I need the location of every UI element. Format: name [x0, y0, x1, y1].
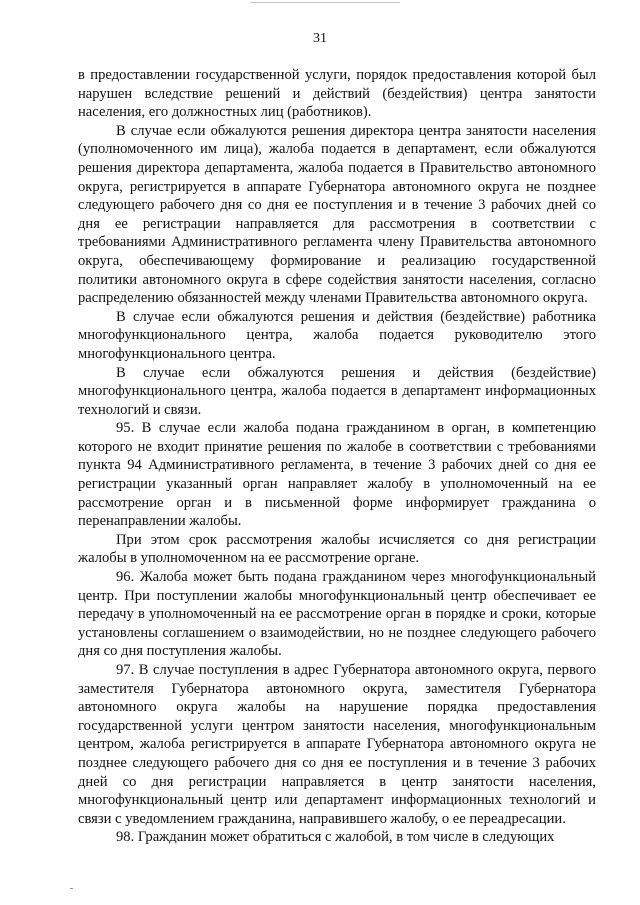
paragraph: При этом срок рассмотрения жалобы исчисляется со дня регистрации жалобы в уполномоченном на ее рассмотрение органе.	[78, 531, 596, 567]
page-number: 31	[313, 31, 327, 46]
scan-mark	[70, 888, 73, 889]
paragraph: В случае если обжалуются решения и действия (бездействие) многофункционального центра, жалоба подается в департамент информационных технологий и связи.	[78, 364, 596, 418]
paragraph: В случае если обжалуются решения и действия (бездействие) работника многофункционального центра, жалоба подается руководителю этого многофункционального центра.	[78, 308, 596, 362]
paragraph-97: 97. В случае поступления в адрес Губернатора автономного округа, первого заместителя Губернатора автономного округа, заместителя Губернатора автономного округа жалобы на нарушение порядка предоставления государственной услуги центром занятости населения, многофункциональным центром, жалоба регистрируется в аппарате Губернатора автономного округа не позднее следующего рабочего дня со дня ее поступления и в течение 3 рабочих дней со дня регистрации направляется в центр занятости населения, многофункциональный центр или департамент информационных технологий и связи с уведомлением гражданина, направившего жалобу, о ее переадресации.	[78, 662, 596, 827]
paragraph-98: 98. Гражданин может обратиться с жалобой, в том числе в следующих	[116, 829, 555, 846]
paragraph: в предоставлении государственной услуги, порядок предоставления которой был нарушен вследствие решений и действий (бездействия) центра занятости населения, его должностных лиц (работников).	[78, 67, 596, 121]
paragraph-95: 95. В случае если жалоба подана гражданином в орган, в компетенцию которого не входит принятие решения по жалобе в соответствии с требованиями пункта 94 Административного регламента, в течение 3 рабочих дней со дня ее регистрации указанный орган направляет жалобу в уполномоченный на ее рассмотрение орган и в письменной форме информирует гражданина о перенаправлении жалобы.	[78, 420, 596, 530]
document-body	[78, 66, 596, 847]
top-rule	[250, 2, 400, 3]
paragraph: В случае если обжалуются решения директора центра занятости населения (уполномоченного им лица), жалоба подается в департамент, если обжалуются решения директора департамента, жалоба подается в Правительство автономного округа, регистрируется в аппарате Губернатора автономного округа не позднее следующего рабочего дня со дня ее поступления и в течение 3 рабочих дней со дня ее регистрации направляется для рассмотрения в соответствии с требованиями Административного регламента члену Правительства автономного округа, обеспечивающему формирование и реализацию государственной политики автономного округа в сфере содействия занятости населения, согласно распределению обязанностей между членами Правительства автономного округа.	[78, 122, 596, 307]
paragraph-96: 96. Жалоба может быть подана гражданином через многофункциональный центр. При поступлении жалобы многофункциональный центр обеспечивает ее передачу в уполномоченный на ее рассмотрение орган в порядке и сроки, которые установлены соглашением о взаимодействии, но не позднее следующего рабочего дня со дня поступления жалобы.	[78, 569, 596, 660]
